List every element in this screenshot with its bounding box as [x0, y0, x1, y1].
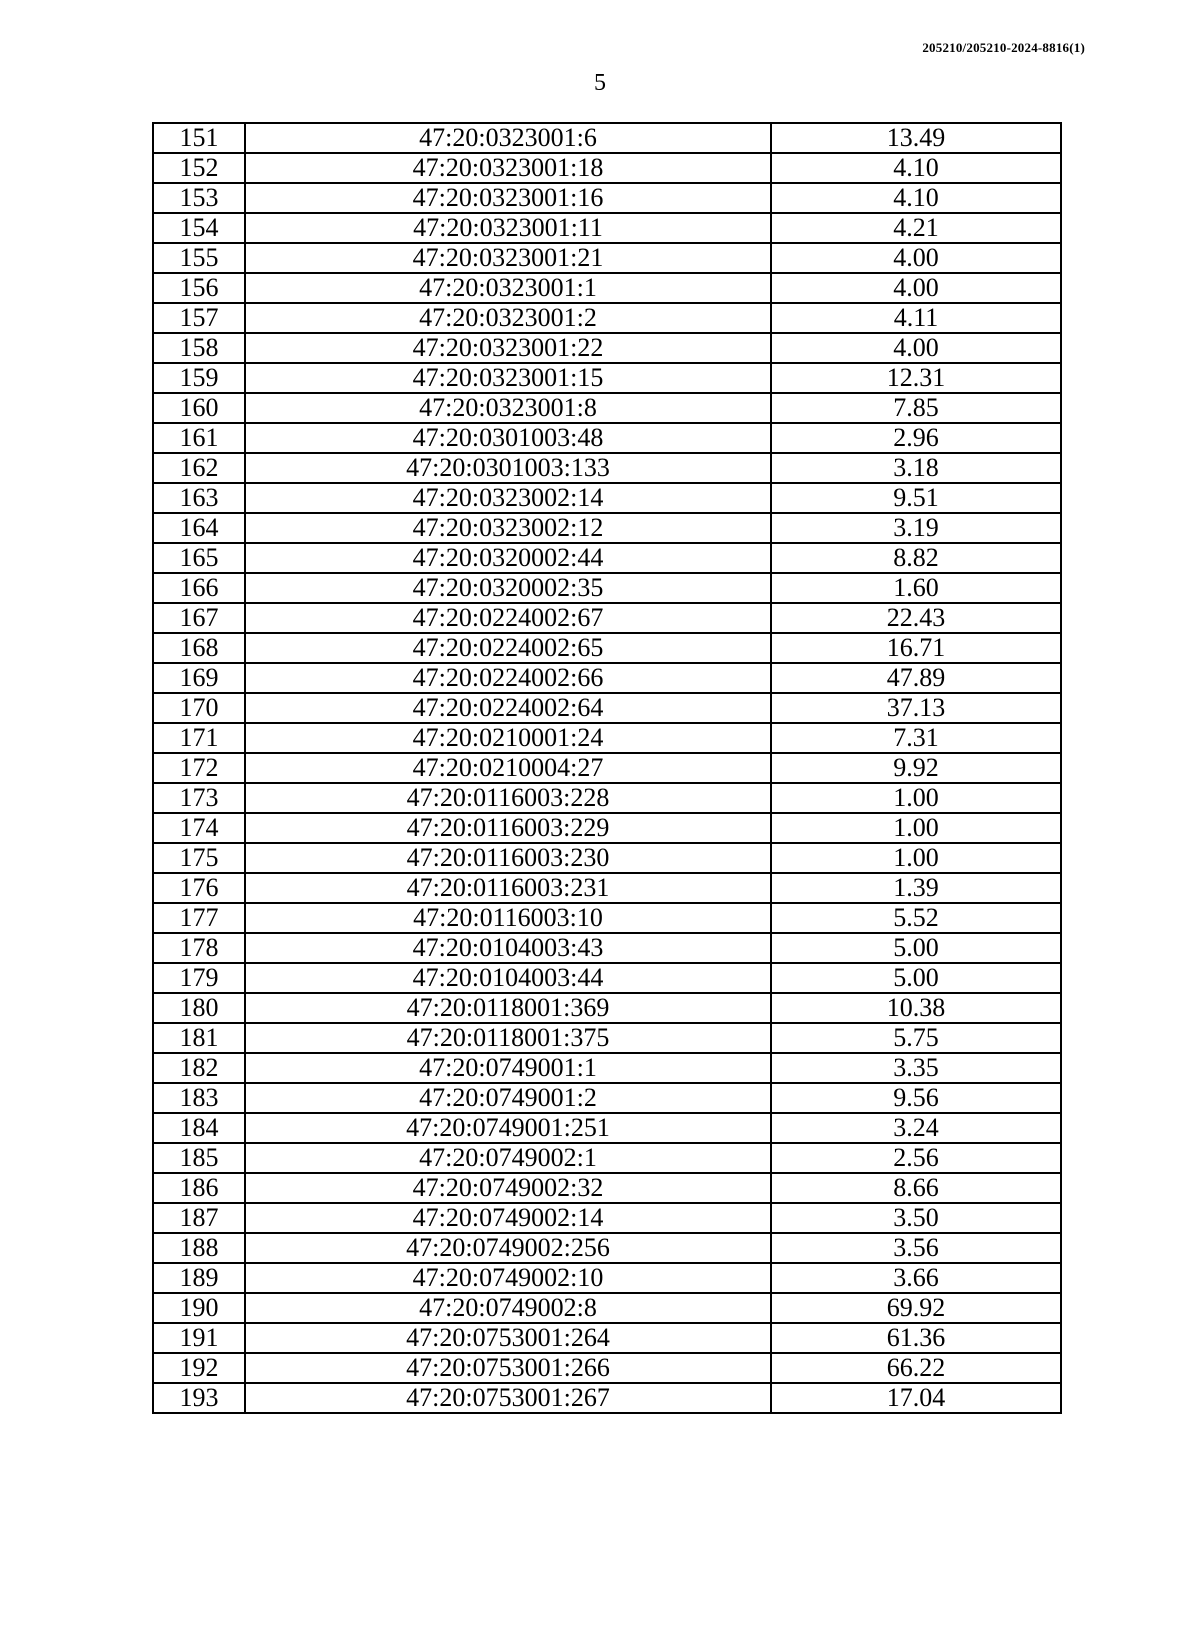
area-cell: 3.66 — [771, 1263, 1061, 1293]
table-row — [153, 543, 1061, 573]
area-cell: 12.31 — [771, 363, 1061, 393]
area-cell: 4.21 — [771, 213, 1061, 243]
row-number-cell: 164 — [153, 513, 245, 543]
cadastral-number-cell: 47:20:0224002:66 — [245, 663, 771, 693]
area-cell: 4.10 — [771, 183, 1061, 213]
area-cell: 2.96 — [771, 423, 1061, 453]
row-number-cell: 162 — [153, 453, 245, 483]
area-cell: 47.89 — [771, 663, 1061, 693]
row-number-cell: 171 — [153, 723, 245, 753]
area-cell: 37.13 — [771, 693, 1061, 723]
cadastral-number-cell: 47:20:0116003:230 — [245, 843, 771, 873]
table-row — [153, 1233, 1061, 1263]
cadastral-number-cell: 47:20:0323001:15 — [245, 363, 771, 393]
area-cell: 1.60 — [771, 573, 1061, 603]
row-number-cell: 188 — [153, 1233, 245, 1263]
area-cell: 9.56 — [771, 1083, 1061, 1113]
table-row — [153, 1143, 1061, 1173]
cadastral-number-cell: 47:20:0224002:64 — [245, 693, 771, 723]
table-row — [153, 933, 1061, 963]
row-number-cell: 174 — [153, 813, 245, 843]
cadastral-number-cell: 47:20:0323002:12 — [245, 513, 771, 543]
row-number-cell: 187 — [153, 1203, 245, 1233]
table-row — [153, 573, 1061, 603]
row-number-cell: 170 — [153, 693, 245, 723]
row-number-cell: 186 — [153, 1173, 245, 1203]
area-cell: 66.22 — [771, 1353, 1061, 1383]
cadastral-number-cell: 47:20:0323002:14 — [245, 483, 771, 513]
row-number-cell: 173 — [153, 783, 245, 813]
table-row — [153, 903, 1061, 933]
row-number-cell: 161 — [153, 423, 245, 453]
cadastral-number-cell: 47:20:0116003:231 — [245, 873, 771, 903]
cadastral-number-cell: 47:20:0753001:267 — [245, 1383, 771, 1413]
area-cell: 1.39 — [771, 873, 1061, 903]
area-cell: 7.31 — [771, 723, 1061, 753]
row-number-cell: 167 — [153, 603, 245, 633]
area-cell: 3.18 — [771, 453, 1061, 483]
cadastral-number-cell: 47:20:0104003:43 — [245, 933, 771, 963]
cadastral-number-cell: 47:20:0749002:32 — [245, 1173, 771, 1203]
area-cell: 3.50 — [771, 1203, 1061, 1233]
cadastral-number-cell: 47:20:0224002:65 — [245, 633, 771, 663]
table-row — [153, 183, 1061, 213]
table-row — [153, 123, 1061, 153]
row-number-cell: 179 — [153, 963, 245, 993]
cadastral-number-cell: 47:20:0118001:369 — [245, 993, 771, 1023]
table-row — [153, 843, 1061, 873]
row-number-cell: 182 — [153, 1053, 245, 1083]
parcel-table — [152, 122, 1062, 1414]
row-number-cell: 163 — [153, 483, 245, 513]
area-cell: 4.10 — [771, 153, 1061, 183]
table-row — [153, 1023, 1061, 1053]
row-number-cell: 190 — [153, 1293, 245, 1323]
area-cell: 4.00 — [771, 333, 1061, 363]
cadastral-number-cell: 47:20:0749001:2 — [245, 1083, 771, 1113]
table-row — [153, 1293, 1061, 1323]
cadastral-number-cell: 47:20:0210004:27 — [245, 753, 771, 783]
table-row — [153, 303, 1061, 333]
cadastral-number-cell: 47:20:0320002:35 — [245, 573, 771, 603]
cadastral-number-cell: 47:20:0323001:22 — [245, 333, 771, 363]
row-number-cell: 165 — [153, 543, 245, 573]
parcel-table-body — [153, 123, 1061, 1413]
cadastral-number-cell: 47:20:0749002:256 — [245, 1233, 771, 1263]
table-row — [153, 723, 1061, 753]
table-row — [153, 663, 1061, 693]
row-number-cell: 159 — [153, 363, 245, 393]
row-number-cell: 152 — [153, 153, 245, 183]
cadastral-number-cell: 47:20:0753001:264 — [245, 1323, 771, 1353]
table-row — [153, 333, 1061, 363]
table-row — [153, 513, 1061, 543]
cadastral-number-cell: 47:20:0323001:6 — [245, 123, 771, 153]
row-number-cell: 176 — [153, 873, 245, 903]
cadastral-number-cell: 47:20:0104003:44 — [245, 963, 771, 993]
row-number-cell: 156 — [153, 273, 245, 303]
cadastral-number-cell: 47:20:0749001:1 — [245, 1053, 771, 1083]
row-number-cell: 183 — [153, 1083, 245, 1113]
area-cell: 9.92 — [771, 753, 1061, 783]
table-row — [153, 363, 1061, 393]
row-number-cell: 184 — [153, 1113, 245, 1143]
area-cell: 8.66 — [771, 1173, 1061, 1203]
cadastral-number-cell: 47:20:0323001:11 — [245, 213, 771, 243]
row-number-cell: 166 — [153, 573, 245, 603]
row-number-cell: 175 — [153, 843, 245, 873]
table-row — [153, 1263, 1061, 1293]
row-number-cell: 192 — [153, 1353, 245, 1383]
cadastral-number-cell: 47:20:0323001:21 — [245, 243, 771, 273]
area-cell: 3.56 — [771, 1233, 1061, 1263]
table-row — [153, 753, 1061, 783]
table-row — [153, 243, 1061, 273]
area-cell: 13.49 — [771, 123, 1061, 153]
table-row — [153, 153, 1061, 183]
area-cell: 1.00 — [771, 783, 1061, 813]
row-number-cell: 193 — [153, 1383, 245, 1413]
cadastral-number-cell: 47:20:0320002:44 — [245, 543, 771, 573]
cadastral-number-cell: 47:20:0116003:10 — [245, 903, 771, 933]
row-number-cell: 191 — [153, 1323, 245, 1353]
table-row — [153, 483, 1061, 513]
cadastral-number-cell: 47:20:0301003:133 — [245, 453, 771, 483]
row-number-cell: 157 — [153, 303, 245, 333]
area-cell: 8.82 — [771, 543, 1061, 573]
cadastral-number-cell: 47:20:0749001:251 — [245, 1113, 771, 1143]
cadastral-number-cell: 47:20:0749002:10 — [245, 1263, 771, 1293]
row-number-cell: 185 — [153, 1143, 245, 1173]
table-row — [153, 873, 1061, 903]
table-row — [153, 633, 1061, 663]
row-number-cell: 168 — [153, 633, 245, 663]
area-cell: 4.00 — [771, 273, 1061, 303]
area-cell: 5.00 — [771, 933, 1061, 963]
cadastral-number-cell: 47:20:0323001:18 — [245, 153, 771, 183]
cadastral-number-cell: 47:20:0323001:2 — [245, 303, 771, 333]
cadastral-number-cell: 47:20:0749002:8 — [245, 1293, 771, 1323]
table-row — [153, 693, 1061, 723]
cadastral-number-cell: 47:20:0116003:228 — [245, 783, 771, 813]
cadastral-number-cell: 47:20:0749002:14 — [245, 1203, 771, 1233]
cadastral-number-cell: 47:20:0323001:1 — [245, 273, 771, 303]
area-cell: 9.51 — [771, 483, 1061, 513]
row-number-cell: 155 — [153, 243, 245, 273]
table-row — [153, 423, 1061, 453]
cadastral-number-cell: 47:20:0210001:24 — [245, 723, 771, 753]
row-number-cell: 153 — [153, 183, 245, 213]
table-row — [153, 1203, 1061, 1233]
area-cell: 3.35 — [771, 1053, 1061, 1083]
table-row — [153, 1113, 1061, 1143]
table-row — [153, 1083, 1061, 1113]
table-row — [153, 1383, 1061, 1413]
area-cell: 1.00 — [771, 843, 1061, 873]
row-number-cell: 189 — [153, 1263, 245, 1293]
area-cell: 4.00 — [771, 243, 1061, 273]
area-cell: 1.00 — [771, 813, 1061, 843]
row-number-cell: 178 — [153, 933, 245, 963]
cadastral-number-cell: 47:20:0753001:266 — [245, 1353, 771, 1383]
area-cell: 17.04 — [771, 1383, 1061, 1413]
area-cell: 3.19 — [771, 513, 1061, 543]
table-row — [153, 963, 1061, 993]
area-cell: 69.92 — [771, 1293, 1061, 1323]
area-cell: 2.56 — [771, 1143, 1061, 1173]
cadastral-number-cell: 47:20:0323001:16 — [245, 183, 771, 213]
area-cell: 4.11 — [771, 303, 1061, 333]
area-cell: 5.75 — [771, 1023, 1061, 1053]
table-row — [153, 1323, 1061, 1353]
table-row — [153, 393, 1061, 423]
table-row — [153, 213, 1061, 243]
document-reference-number: 205210/205210-2024-8816(1) — [922, 40, 1085, 55]
table-row — [153, 813, 1061, 843]
cadastral-number-cell: 47:20:0323001:8 — [245, 393, 771, 423]
table-row — [153, 453, 1061, 483]
area-cell: 5.00 — [771, 963, 1061, 993]
page-number: 5 — [594, 70, 606, 96]
area-cell: 61.36 — [771, 1323, 1061, 1353]
row-number-cell: 180 — [153, 993, 245, 1023]
row-number-cell: 172 — [153, 753, 245, 783]
area-cell: 5.52 — [771, 903, 1061, 933]
row-number-cell: 169 — [153, 663, 245, 693]
row-number-cell: 154 — [153, 213, 245, 243]
area-cell: 16.71 — [771, 633, 1061, 663]
table-row — [153, 1053, 1061, 1083]
cadastral-number-cell: 47:20:0224002:67 — [245, 603, 771, 633]
row-number-cell: 177 — [153, 903, 245, 933]
row-number-cell: 160 — [153, 393, 245, 423]
table-row — [153, 273, 1061, 303]
table-row — [153, 1353, 1061, 1383]
table-row — [153, 603, 1061, 633]
row-number-cell: 151 — [153, 123, 245, 153]
area-cell: 10.38 — [771, 993, 1061, 1023]
table-row — [153, 993, 1061, 1023]
area-cell: 7.85 — [771, 393, 1061, 423]
row-number-cell: 181 — [153, 1023, 245, 1053]
area-cell: 22.43 — [771, 603, 1061, 633]
table-row — [153, 1173, 1061, 1203]
row-number-cell: 158 — [153, 333, 245, 363]
area-cell: 3.24 — [771, 1113, 1061, 1143]
table-row — [153, 783, 1061, 813]
cadastral-number-cell: 47:20:0116003:229 — [245, 813, 771, 843]
cadastral-number-cell: 47:20:0118001:375 — [245, 1023, 771, 1053]
cadastral-number-cell: 47:20:0749002:1 — [245, 1143, 771, 1173]
cadastral-number-cell: 47:20:0301003:48 — [245, 423, 771, 453]
